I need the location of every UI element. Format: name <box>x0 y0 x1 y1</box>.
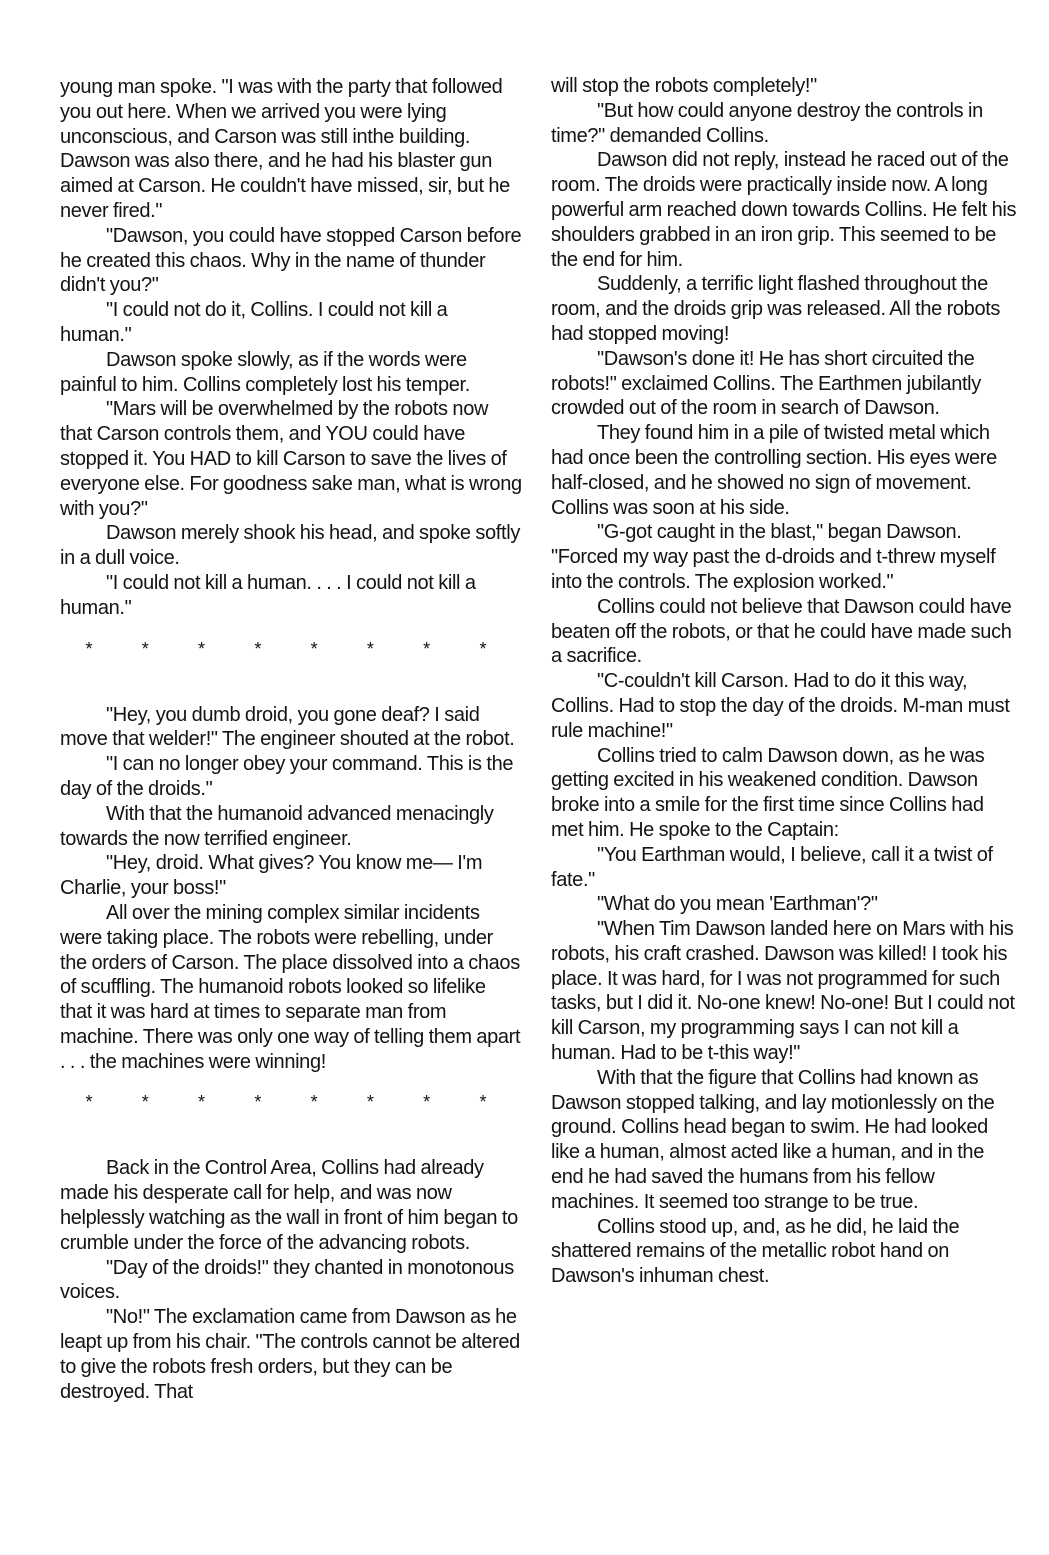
paragraph: "Mars will be overwhelmed by the robots now that Carson controls them, and YOU could have stopped it. You HAD to kill Carson to save the lives of everyone else. For goodness sake man, what is wrong with you?" <box>60 398 522 520</box>
asterisk: * <box>423 1092 431 1113</box>
paragraph: young man spoke. "I was with the party that followed you out here. When we arrived you were lying unconscious, and Carson was still inthe building. Dawson was also there, and he had his blaster gun aimed at Carson. He couldn't have missed, sir, but he never fired." <box>60 76 510 222</box>
paragraph: "Hey, you dumb droid, you gone deaf? I said move that welder!" The engineer shouted at the robot. <box>60 703 515 751</box>
asterisk: * <box>366 1092 374 1113</box>
paragraph: Dawson did not reply, instead he raced out of the room. The droids were practically inside now. A long powerful arm reached down towards Collins. He felt his shoulders grabbed in an iron grip. This seemed to be the end for him. <box>551 149 1017 271</box>
paragraph: "You Earthman would, I believe, call it a twist of fate." <box>551 843 993 891</box>
paragraph: "I could not do it, Collins. I could not kill a human." <box>60 299 448 346</box>
left-block-1 <box>60 75 522 621</box>
asterisk: * <box>254 1092 262 1113</box>
paragraph: All over the mining complex similar incidents were taking place. The robots were rebelling, under the orders of Carson. The place dissolved into a chaos of scuffling. The humanoid robots looked so lifelike that it was hard at times to separate man from machine. There was only one way of telling them apart . . . the machines were winning! <box>60 901 521 1073</box>
paragraph: will stop the robots completely!" <box>551 75 817 97</box>
paragraph: "When Tim Dawson landed here on Mars with his robots, his craft crashed. Dawson was killed! I took his place. It was hard, for I was not programmed for such tasks, but I did it. No-one knew! No-one! But I could not kill Carson, my programming says I can not kill a human. Had to be t-this way!" <box>551 918 1015 1065</box>
asterisk: * <box>198 1092 206 1113</box>
asterisk: * <box>141 1092 149 1113</box>
asterisk: * <box>254 638 262 659</box>
right-column <box>551 74 1017 1289</box>
asterisk: * <box>310 638 318 659</box>
paragraph: Collins stood up, and, as he did, he laid the shattered remains of the metallic robot hand on Dawson's inhuman chest. <box>551 1215 960 1288</box>
asterisk: * <box>310 1092 318 1113</box>
asterisk: * <box>479 1092 487 1113</box>
paragraph: "Dawson, you could have stopped Carson before he created this chaos. Why in the name of thunder didn't you?" <box>60 224 522 297</box>
paragraph: "No!" The exclamation came from Dawson as he leapt up from his chair. "The controls cannot be altered to give the robots fresh orders, but they can be destroyed. That <box>60 1306 520 1403</box>
asterisk: * <box>423 638 431 659</box>
paragraph: Collins tried to calm Dawson down, as he was getting excited in his weakened condition. Dawson broke into a smile for the first time since Collins had met him. He spoke to the Captain: <box>551 744 985 841</box>
asterisk: * <box>366 638 374 659</box>
paragraph: "What do you mean 'Earthman'?" <box>597 893 878 916</box>
paragraph: With that the figure that Collins had known as Dawson stopped talking, and lay motionlessly on the ground. Collins head began to swim. He had looked like a human, almost acted like a human, and in the end he had saved the humans from his fellow machines. It seemed too strange to be true. <box>551 1066 995 1213</box>
paragraph: Collins could not believe that Dawson could have beaten off the robots, or that he could have made such a sacrifice. <box>551 595 1012 668</box>
left-column <box>60 75 522 1404</box>
paragraph: Suddenly, a terrific light flashed throughout the room, and the droids grip was released. All the robots had stopped moving! <box>551 273 1001 345</box>
paragraph: Back in the Control Area, Collins had already made his desperate call for help, and was now helplessly watching as the wall in front of him began to crumble under the force of the advancing robots. <box>60 1157 518 1254</box>
scene-break-separator <box>84 1092 488 1112</box>
asterisk: * <box>141 638 149 659</box>
left-block-3 <box>60 1156 522 1404</box>
paragraph: "Day of the droids!" they chanted in monotonous voices. <box>60 1256 514 1304</box>
paragraph: "C-couldn't kill Carson. Had to do it this way, Collins. Had to stop the day of the droids. M-man must rule machine!" <box>551 670 1010 742</box>
paragraph: With that the humanoid advanced menacingly towards the now terrified engineer. <box>60 802 494 850</box>
paragraph: "But how could anyone destroy the controls in time?" demanded Collins. <box>551 99 983 147</box>
paragraph: "G-got caught in the blast," began Dawson. "Forced my way past the d-droids and t-threw myself into the controls. The explosion worked." <box>551 521 996 593</box>
asterisk: * <box>85 638 93 659</box>
left-block-2 <box>60 703 522 1075</box>
paragraph: "Hey, droid. What gives? You know me— I'm Charlie, your boss!" <box>60 852 483 900</box>
paragraph: "I could not kill a human. . . . I could not kill a human." <box>60 571 476 619</box>
paragraph: Dawson spoke slowly, as if the words were painful to him. Collins completely lost his temper. <box>60 348 470 396</box>
paragraph: They found him in a pile of twisted metal which had once been the controlling section. His eyes were half-closed, and he showed no sign of movement. Collins was soon at his side. <box>551 422 997 519</box>
paragraph: "Dawson's done it! He has short circuited the robots!" exclaimed Collins. The Earthmen jubilantly crowded out of the room in search of Dawson. <box>551 347 981 420</box>
asterisk: * <box>85 1092 93 1113</box>
paragraph: Dawson merely shook his head, and spoke softly in a dull voice. <box>60 522 520 570</box>
asterisk: * <box>479 638 487 659</box>
scene-break-separator <box>84 639 488 659</box>
asterisk: * <box>198 638 206 659</box>
paragraph: "I can no longer obey your command. This is the day of the droids." <box>60 753 514 800</box>
